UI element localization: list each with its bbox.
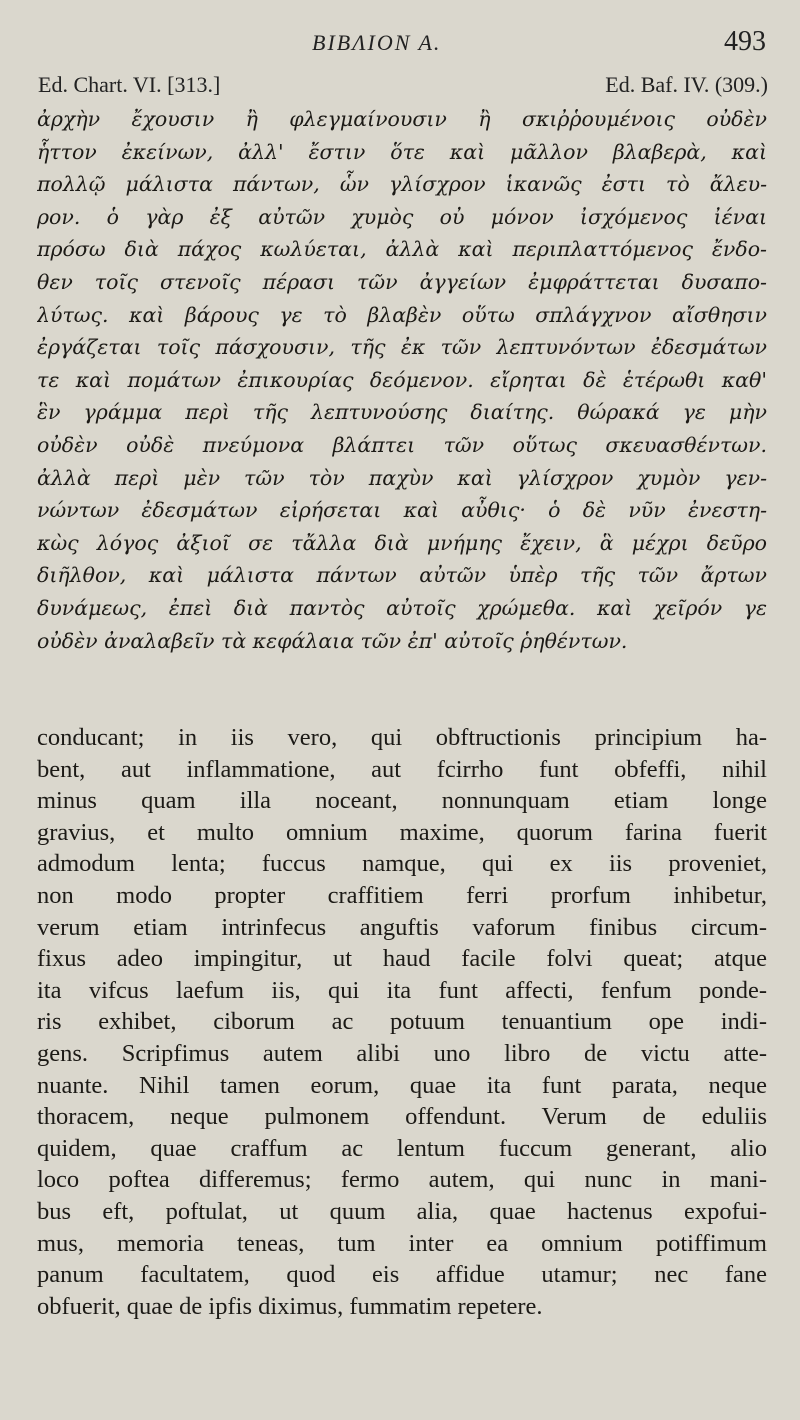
greek-text-line: θεν τοῖς στενοῖς πέρασι τῶν ἀγγείων ἐμφράττεται δυσαπο- — [37, 269, 767, 294]
greek-text-line: πολλῷ μάλιστα πάντων, ὧν γλίσχρον ἱκανῶς ἐστι τὸ ἄλευ- — [37, 172, 767, 197]
greek-text-line: ἐργάζεται τοῖς πάσχουσιν, τῆς ἐκ τῶν λεπτυνόντων ἐδεσμάτων — [37, 335, 767, 360]
latin-text-line: admodum lenta; fuccus namque, qui ex iis proveniet, — [37, 850, 767, 878]
greek-text-line: κὼς λόγος ἀξιοῖ σε τἄλλα διὰ μνήμης ἔχειν, ἃ μέχρι δεῦρο — [37, 530, 767, 555]
running-head — [0, 26, 800, 60]
greek-text-line: οὐδὲν οὐδὲ πνεύμονα βλάπτει τῶν οὕτως σκευασθέντων. — [37, 432, 767, 457]
latin-text-line: nuante. Nihil tamen eorum, quae ita funt parata, neque — [37, 1071, 767, 1099]
latin-text-line: ris exhibet, ciborum ac potuum tenuantium ope indi- — [37, 1008, 767, 1036]
greek-text-line: ἓν γράμμα περὶ τῆς λεπτυνούσης διαίτης. θώρακά γε μὴν — [37, 400, 767, 425]
edition-references — [38, 72, 768, 100]
latin-text-line: non modo propter craffitiem ferri prorfum inhibetur, — [37, 881, 767, 909]
latin-text-line: ita vifcus laefum iis, qui ita funt affecti, fenfum ponde- — [37, 976, 767, 1004]
greek-text-line: δυνάμεως, ἐπεὶ διὰ παντὸς αὐτοῖς χρώμεθα. καὶ χεῖρόν γε — [37, 595, 767, 620]
latin-text-line: thoracem, neque pulmonem offendunt. Verum de eduliis — [37, 1103, 767, 1131]
running-title: ΒΙΒΛΙΟΝ Α. — [312, 30, 442, 55]
latin-text-line: quidem, quae craffum ac lentum fuccum generant, alio — [37, 1134, 767, 1162]
page-number: 493 — [724, 26, 766, 57]
latin-text-line: mus, memoria teneas, tum inter ea omnium potiffimum — [37, 1229, 767, 1257]
greek-text-line: οὐδὲν ἀναλαβεῖν τὰ κεφάλαια τῶν ἐπ' αὐτοῖς ῥηθέντων. — [37, 628, 628, 653]
greek-text-line: λύτως. καὶ βάρους γε τὸ βλαβὲν οὕτω σπλάγχνον αἴσθησιν — [37, 302, 767, 327]
latin-text-line: obfuerit, quae de ipfis diximus, fummatim repetere. — [37, 1292, 543, 1320]
latin-text-line: verum etiam intrinfecus anguftis vaforum finibus circum- — [37, 913, 767, 941]
greek-text-line: ρον. ὁ γὰρ ἐξ αὐτῶν χυμὸς οὐ μόνον ἰσχόμενος ἰέναι — [37, 204, 767, 229]
latin-text-line: gravius, et multo omnium maxime, quorum farina fuerit — [37, 818, 767, 846]
edition-basel-ref: Ed. Baf. IV. (309.) — [605, 72, 768, 97]
latin-text-line: conducant; in iis vero, qui obftructionis principium ha- — [37, 724, 767, 751]
latin-text-line: panum facultatem, quod eis affidue utamur; nec fane — [37, 1261, 767, 1289]
greek-text-line: διῆλθον, καὶ μάλιστα πάντων αὐτῶν ὑπὲρ τῆς τῶν ἄρτων — [37, 563, 767, 588]
greek-text-line: ἧττον ἐκείνων, ἀλλ' ἔστιν ὅτε καὶ μᾶλλον βλαβερὰ, καὶ — [37, 139, 767, 164]
latin-text-block — [37, 722, 767, 1322]
latin-text-line: bus eft, poftulat, ut quum alia, quae hactenus expofui- — [37, 1197, 767, 1225]
greek-text-line: πρόσω διὰ πάχος κωλύεται, ἀλλὰ καὶ περιπλαττόμενος ἔνδο- — [37, 237, 767, 262]
latin-text-line: loco poftea differemus; fermo autem, qui nunc in mani- — [37, 1166, 767, 1194]
greek-text-line: ἀλλὰ περὶ μὲν τῶν τὸν παχὺν καὶ γλίσχρον χυμὸν γεν- — [37, 465, 767, 490]
latin-text-line: fixus adeo impingitur, ut haud facile folvi queat; atque — [37, 945, 767, 973]
edition-chartier-ref: Ed. Chart. VI. [313.] — [38, 72, 221, 97]
greek-text-line: ἀρχὴν ἔχουσιν ἢ φλεγμαίνουσιν ἢ σκιῤῥουμένοις οὐδὲν — [37, 107, 767, 131]
greek-text-line: τε καὶ πομάτων ἐπικουρίας δεόμενον. εἴρηται δὲ ἑτέρωθι καθ' — [37, 367, 767, 392]
greek-text-block — [37, 103, 767, 657]
latin-text-line: gens. Scripfimus autem alibi uno libro de victu atte- — [37, 1039, 767, 1067]
latin-text-line: bent, aut inflammatione, aut fcirrho funt obfeffi, nihil — [37, 755, 767, 783]
greek-text-line: νώντων ἐδεσμάτων εἰρήσεται καὶ αὖθις· ὁ δὲ νῦν ἐνεστη- — [37, 498, 767, 523]
latin-text-line: minus quam illa noceant, nonnunquam etiam longe — [37, 787, 767, 815]
